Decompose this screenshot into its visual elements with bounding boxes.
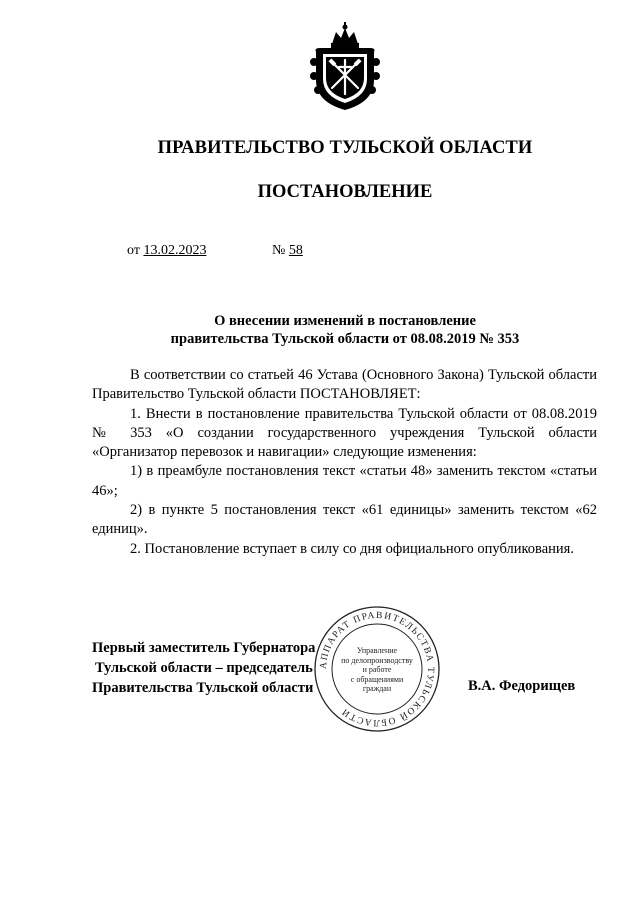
document-date: 13.02.2023 [143,243,207,258]
number-prefix: № [272,243,286,258]
signatory-line-2: Тульской области – председатель [95,660,313,676]
stamp-line-3: и работе [362,665,392,674]
signatory-title [92,638,352,698]
body-paragraph-item-1: 1. Внести в постановление правительства Тульской области от 08.08.2019 № 353 «О создании государственного учреждения Тульской области «Организатор перевозок и навигации» следующие изменения: [92,405,597,461]
organization-title: ПРАВИТЕЛЬСТВО ТУЛЬСКОЙ ОБЛАСТИ [157,138,533,158]
stamp-line-1: Управление [356,646,398,655]
signatory-line-3: Правительства Тульской области [92,680,314,696]
subject-line-1: О внесении изменений в постановление [214,313,476,329]
date-field [127,243,206,259]
body-paragraph-subitem-2: 2) в пункте 5 постановления текст «61 единицы» заменить текстом «62 единиц». [92,502,597,538]
signatory-name: В.А. Федорищев [468,678,576,694]
stamp-line-2: по делопроизводству [341,655,413,665]
stamp-line-5: граждан [362,684,392,693]
document-type-title: ПОСТАНОВЛЕНИЕ [257,182,433,202]
document-subject [100,312,590,348]
signatory-line-1: Первый заместитель Губернатора [92,640,316,656]
body-paragraph-preamble: В соответствии со статьей 46 Устава (Основного Закона) Тульской области Правительство Тульской области ПОСТАНОВЛЯЕТ: [92,367,597,403]
stamp-ring-text: АППАРАТ ПРАВИТЕЛЬСТВА ТУЛЬСКОЙ ОБЛАСТИ [318,610,436,728]
coat-of-arms-icon [306,22,384,112]
number-field [272,243,303,259]
subject-line-2: правительства Тульской области от 08.08.2019 № 353 [170,331,520,347]
document-number: 58 [288,243,303,258]
document-body [92,366,597,559]
stamp-line-4: с обращениями [350,674,404,684]
date-prefix: от [127,243,140,258]
body-paragraph-subitem-1: 1) в преамбуле постановления текст «статьи 48» заменить текстом «статьи 46»; [92,463,597,499]
body-paragraph-item-2: 2. Постановление вступает в силу со дня официального опубликования. [130,540,574,557]
